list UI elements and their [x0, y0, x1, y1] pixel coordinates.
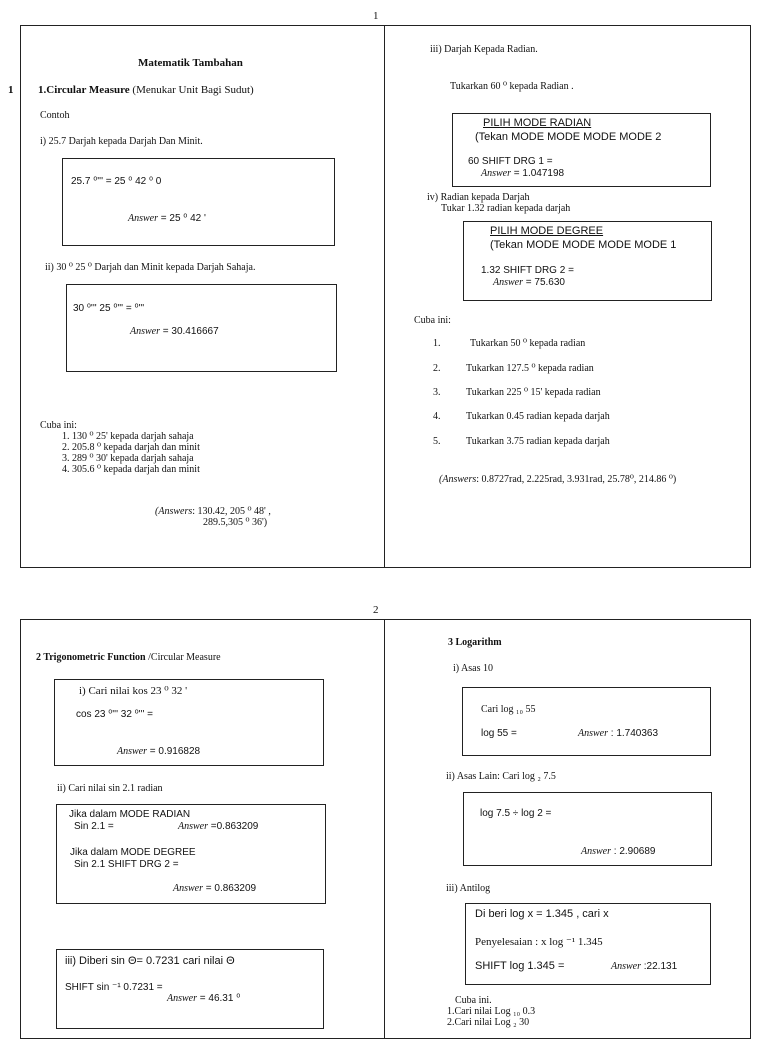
cos-line-1: i) Cari nilai kos 23 ⁰ 32 '	[79, 685, 188, 697]
answer-label: Answer	[581, 846, 611, 857]
antilog-answer	[611, 961, 677, 972]
section-title-bold: 1.Circular Measure	[38, 84, 130, 96]
mode2-instructions: (Tekan MODE MODE MODE MODE 1	[490, 239, 677, 251]
antilog-line-3: SHIFT log 1.345 =	[475, 960, 565, 972]
section-2-title	[36, 652, 221, 663]
ii-label: ii) Cari nilai sin 2.1 radian	[57, 783, 163, 794]
answer-label: Answer	[178, 821, 208, 832]
antilog-label: iii) Antilog	[446, 883, 491, 894]
answer-value: = 0.916828	[147, 746, 201, 757]
cuba-title-p2: Cuba ini.	[455, 995, 492, 1006]
log10-line-1: Cari log ₁₀ 55	[481, 704, 536, 715]
mode-title: PILIH MODE RADIAN	[483, 117, 592, 129]
answer-value: : 1.740363	[608, 728, 659, 739]
mode-instructions: (Tekan MODE MODE MODE MODE 2	[475, 131, 662, 143]
iv-label: iv) Radian kepada Darjah	[427, 192, 530, 203]
sin-box	[56, 804, 326, 904]
answer-label: Answer	[130, 326, 160, 337]
section-title-rest: (Menukar Unit Bagi Sudut)	[129, 84, 254, 96]
answer-label: Answer	[481, 168, 511, 179]
answers-line-2: 289.5,305 ⁰ 36')	[203, 517, 268, 528]
arcsin-box	[56, 949, 324, 1029]
cuba-list	[62, 431, 200, 475]
list-item-num: 2.	[433, 363, 441, 374]
antilog-line-2: Penyelesaian : x log ⁻¹ 1.345	[475, 936, 603, 948]
tukarkan-label: Tukarkan 60 ⁰ kepada Radian .	[450, 81, 574, 92]
answer-label: Answer	[128, 213, 158, 224]
asas-lain-label: ii) Asas Lain: Cari log ₂ 7.5	[446, 771, 556, 782]
example-1-box	[62, 158, 335, 246]
list-item: 1. 130 ⁰ 25' kepada darjah sahaja	[62, 431, 194, 442]
list-item: 2.Cari nilai Log ₂ 30	[447, 1017, 530, 1028]
section-number: 1	[8, 84, 14, 96]
list-item-num: 5.	[433, 436, 441, 447]
list-item-num: 3.	[433, 387, 441, 398]
arcsin-line-2: SHIFT sin ⁻¹ 0.7231 =	[65, 982, 163, 993]
arcsin-line-1: iii) Diberi sin Θ= 0.7231 cari nilai Θ	[65, 955, 235, 967]
answer-label: Answer	[173, 883, 203, 894]
answer-value: :22.131	[641, 961, 678, 972]
answer-value: : 2.90689	[611, 846, 656, 857]
calc-line: 60 SHIFT DRG 1 =	[468, 156, 553, 167]
section-2-title-bold: 2 Trigonometric Function	[36, 652, 146, 663]
example-2-label: ii) 30 ⁰ 25 ⁰ Darjah dan Minit kepada Darjah Sahaja.	[45, 262, 256, 273]
list-item-num: 1.	[433, 338, 441, 349]
list-item: 4. 305.6 ⁰ kepada darjah dan minit	[62, 464, 200, 475]
contoh-label: Contoh	[40, 110, 70, 121]
sin-line-3: Jika dalam MODE DEGREE	[70, 847, 196, 858]
list-item: 2. 205.8 ⁰ kepada darjah dan minit	[62, 442, 200, 453]
arcsin-answer	[167, 993, 240, 1004]
section-title	[38, 84, 254, 96]
mode2-title: PILIH MODE DEGREE	[490, 225, 604, 237]
radian-mode-box	[452, 113, 711, 187]
list-item-num: 4.	[433, 411, 441, 422]
iv-sub: Tukar 1.32 radian kepada darjah	[441, 203, 571, 214]
example-1-answer	[128, 213, 206, 224]
answer-value: = 30.416667	[160, 326, 219, 337]
answer-label: Answer	[167, 993, 197, 1004]
example-2-line: 30 ⁰''' 25 ⁰''' = ⁰'''	[73, 303, 145, 314]
section-2-title-rest: /Circular Measure	[145, 652, 221, 663]
page-number: 1	[373, 10, 379, 22]
sin-line-1: Jika dalam MODE RADIAN	[69, 809, 191, 820]
list-item: Tukarkan 50 ⁰ kepada radian	[470, 338, 586, 349]
answer-value: = 0.863209	[203, 883, 257, 894]
iii-label: iii) Darjah Kepada Radian.	[430, 44, 538, 55]
asas-10-label: i) Asas 10	[453, 663, 493, 674]
example-1-label: i) 25.7 Darjah kepada Darjah Dan Minit.	[40, 136, 203, 147]
answer-value: = 75.630	[523, 277, 565, 288]
log10-answer	[578, 728, 658, 739]
log-base-box	[463, 792, 712, 866]
answer-value: =0.863209	[208, 821, 259, 832]
list-item: Tukarkan 3.75 radian kepada darjah	[466, 436, 610, 447]
answers-value: : 130.42, 205 ⁰ 48' ,	[192, 506, 271, 517]
sin-answer-1	[178, 821, 258, 832]
calc2-answer	[493, 277, 565, 288]
sin-line-2: Sin 2.1 =	[74, 821, 114, 832]
cos-line-2: cos 23 ⁰''' 32 ⁰''' =	[76, 709, 154, 720]
answer-value: = 25 ⁰ 42 '	[158, 213, 206, 224]
calc2-line: 1.32 SHIFT DRG 2 =	[481, 265, 574, 276]
example-1-line: 25.7 ⁰''' = 25 ⁰ 42 ⁰ 0	[71, 176, 162, 187]
log-base-line: log 7.5 ÷ log 2 =	[480, 808, 552, 819]
cos-box	[54, 679, 324, 766]
list-item: 3. 289 ⁰ 30' kepada darjah sahaja	[62, 453, 194, 464]
list-item: Tukarkan 0.45 radian kepada darjah	[466, 411, 610, 422]
answer-label: Answer	[578, 728, 608, 739]
answers-right	[439, 474, 676, 485]
cuba-title-right: Cuba ini:	[414, 315, 451, 326]
answer-value: = 1.047198	[511, 168, 565, 179]
example-2-answer	[130, 326, 219, 337]
sin-answer-2	[173, 883, 256, 894]
log-base-answer	[581, 846, 655, 857]
antilog-line-1: Di beri log x = 1.345 , cari x	[475, 908, 609, 920]
list-item: Tukarkan 225 ⁰ 15' kepada radian	[466, 387, 601, 398]
answers-label: (Answers	[439, 474, 477, 485]
page-1-divider	[384, 25, 385, 568]
calc-answer	[481, 168, 564, 179]
log10-box	[462, 687, 711, 756]
answer-label: Answer	[611, 961, 641, 972]
sin-line-4: Sin 2.1 SHIFT DRG 2 =	[74, 859, 179, 870]
example-2-box	[66, 284, 337, 372]
answer-label: Answer	[117, 746, 147, 757]
answer-value: = 46.31 ⁰	[197, 993, 241, 1004]
page-number: 2	[373, 604, 379, 616]
list-item: 1.Cari nilai Log ₁₀ 0.3	[447, 1006, 536, 1017]
list-item: Tukarkan 127.5 ⁰ kepada radian	[466, 363, 594, 374]
answers-label: (Answers	[155, 506, 193, 517]
section-3-title: 3 Logarithm	[448, 637, 502, 648]
heading: Matematik Tambahan	[138, 57, 243, 69]
answer-label: Answer	[493, 277, 523, 288]
degree-mode-box	[463, 221, 712, 301]
page-2-divider	[384, 619, 385, 1039]
cos-answer	[117, 746, 200, 757]
answers-line-1	[155, 506, 271, 517]
log10-line-2: log 55 =	[481, 728, 517, 739]
answers-value: : 0.8727rad, 2.225rad, 3.931rad, 25.78⁰, 214.86 ⁰)	[476, 474, 677, 485]
cuba-title: Cuba ini:	[40, 420, 77, 431]
antilog-box	[465, 903, 711, 985]
